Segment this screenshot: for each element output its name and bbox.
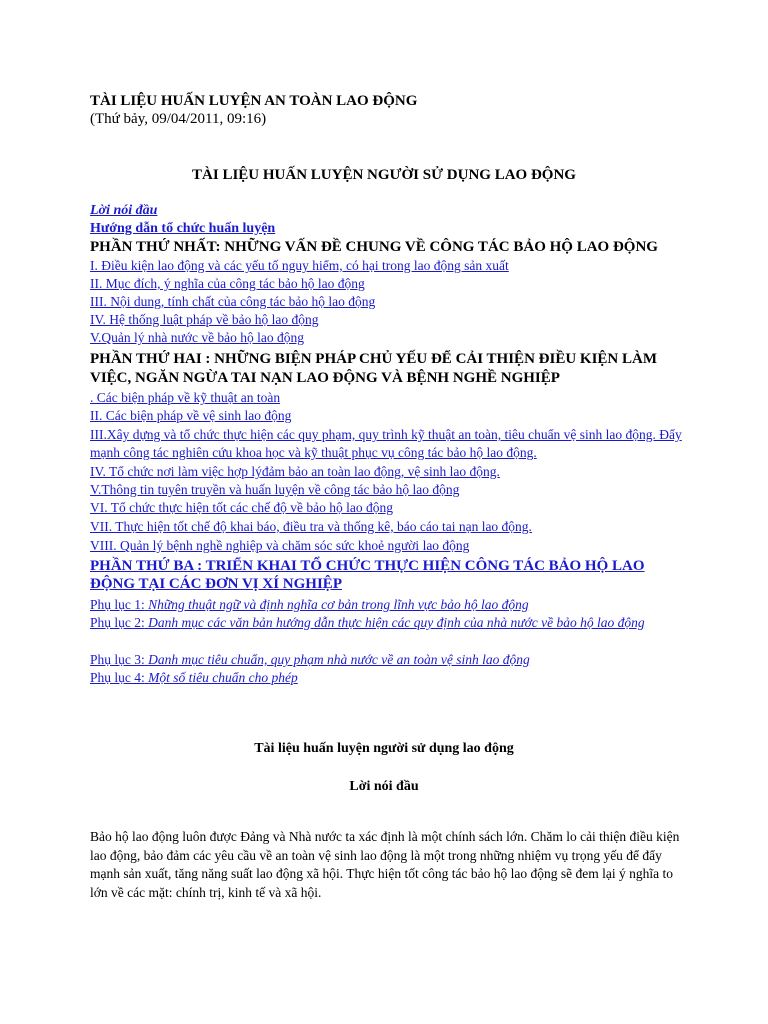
toc-part2-item[interactable]: VI. Tổ chức thực hiện tốt các chế độ về bảo hộ lao động — [90, 500, 394, 515]
section-subtitle: Lời nói đầu — [349, 779, 419, 794]
toc-appendix-1[interactable] — [90, 596, 529, 614]
appendix-label: Phụ lục 2: — [90, 615, 145, 630]
section-title: Tài liệu huấn luyện người sử dụng lao động — [254, 741, 514, 756]
toc-part3-heading[interactable]: PHẦN THỨ BA : TRIỂN KHAI TỔ CHỨC THỰC HIỆN CÔNG TÁC BẢO HỘ LAO ĐỘNG TẠI CÁC ĐƠN VỊ XÍ NGHIỆP — [90, 558, 645, 592]
appendix-label: Phụ lục 1: — [90, 597, 145, 612]
toc-link-intro[interactable]: Lời nói đầu — [90, 203, 158, 218]
appendix-title: Những thuật ngữ và định nghĩa cơ bản trong lĩnh vực bảo hộ lao động — [148, 597, 529, 612]
toc-part2-heading-line2: VIỆC, NGĂN NGỪA TAI NẠN LAO ĐỘNG VÀ BỆNH NGHỀ NGHIỆP — [90, 370, 560, 386]
toc-part2-item[interactable]: . Các biện pháp về kỹ thuật an toàn — [90, 390, 281, 405]
toc-link-guide[interactable]: Hướng dẫn tổ chức huấn luyện — [90, 221, 276, 236]
toc-part1-item[interactable]: III. Nội dung, tính chất của công tác bảo hộ lao động — [90, 294, 376, 309]
toc-part2-heading-line1: PHẦN THỨ HAI : NHỮNG BIỆN PHÁP CHỦ YẾU ĐỂ CẢI THIỆN ĐIỀU KIỆN LÀM — [90, 351, 657, 367]
toc-part2-item[interactable]: VIII. Quản lý bệnh nghề nghiệp và chăm sóc sức khoẻ người lao động — [90, 538, 470, 553]
document-date: (Thứ bảy, 09/04/2011, 09:16) — [90, 111, 267, 127]
toc-part1-item[interactable]: V.Quản lý nhà nước về bảo hộ lao động — [90, 330, 305, 345]
toc-appendix-3[interactable] — [90, 651, 530, 669]
toc-part2-item[interactable]: III.Xây dựng và tổ chức thực hiện các quy phạm, quy trình kỹ thuật an toàn, tiêu chuẩn vệ sinh lao động. Đẩy mạnh công tác nghiên cứu khoa học và kỹ thuật phục vụ công tác bảo hộ lao động. — [90, 427, 682, 460]
appendix-title: Danh mục tiêu chuẩn, quy phạm nhà nước về an toàn vệ sinh lao động — [148, 652, 530, 667]
toc-part2-item[interactable]: II. Các biện pháp về vệ sinh lao động — [90, 408, 292, 423]
toc-part2-item[interactable]: VII. Thực hiện tốt chế độ khai báo, điều tra và thống kê, báo cáo tai nạn lao động. — [90, 519, 532, 534]
toc-part1-item[interactable]: IV. Hệ thống luật pháp về bảo hộ lao động — [90, 312, 319, 327]
intro-paragraph: Bảo hộ lao động luôn được Đảng và Nhà nước ta xác định là một chính sách lớn. Chăm lo cải thiện điều kiện lao động, bảo đảm các yêu cầu về an toàn vệ sinh lao động là một trong những nhiệm vụ trọng yếu để đẩy mạnh sản xuất, tăng năng suất lao động xã hội. Thực hiện tốt công tác bảo hộ lao động sẽ đem lại ý nghĩa to lớn về các mặt: chính trị, kinh tế và xã hội. — [90, 829, 680, 900]
document-title: TÀI LIỆU HUẤN LUYỆN AN TOÀN LAO ĐỘNG — [90, 93, 418, 109]
toc-part1-item[interactable]: I. Điều kiện lao động và các yếu tố nguy hiểm, có hại trong lao động sản xuất — [90, 258, 509, 273]
toc-part1-heading: PHẦN THỨ NHẤT: NHỮNG VẤN ĐỀ CHUNG VỀ CÔNG TÁC BẢO HỘ LAO ĐỘNG — [90, 239, 658, 255]
appendix-label: Phụ lục 4: — [90, 670, 145, 685]
main-title: TÀI LIỆU HUẤN LUYỆN NGƯỜI SỬ DỤNG LAO ĐỘNG — [192, 167, 576, 183]
toc-appendix-4[interactable] — [90, 669, 298, 687]
appendix-label: Phụ lục 3: — [90, 652, 145, 667]
appendix-title: Một số tiêu chuẩn cho phép — [148, 670, 298, 685]
toc-part1-item[interactable]: II. Mục đích, ý nghĩa của công tác bảo hộ lao động — [90, 276, 365, 291]
toc-part2-item[interactable]: V.Thông tin tuyên truyền và huấn luyện về công tác bảo hộ lao động — [90, 482, 460, 497]
toc-part2-item[interactable]: IV. Tổ chức nơi làm việc hợp lýđảm bảo an toàn lao động, vệ sinh lao động. — [90, 464, 500, 479]
appendix-title: Danh mục các văn bản hướng dẫn thực hiện các quy định của nhà nước về bảo hộ lao động — [148, 615, 645, 630]
toc-appendix-2[interactable] — [90, 614, 690, 632]
